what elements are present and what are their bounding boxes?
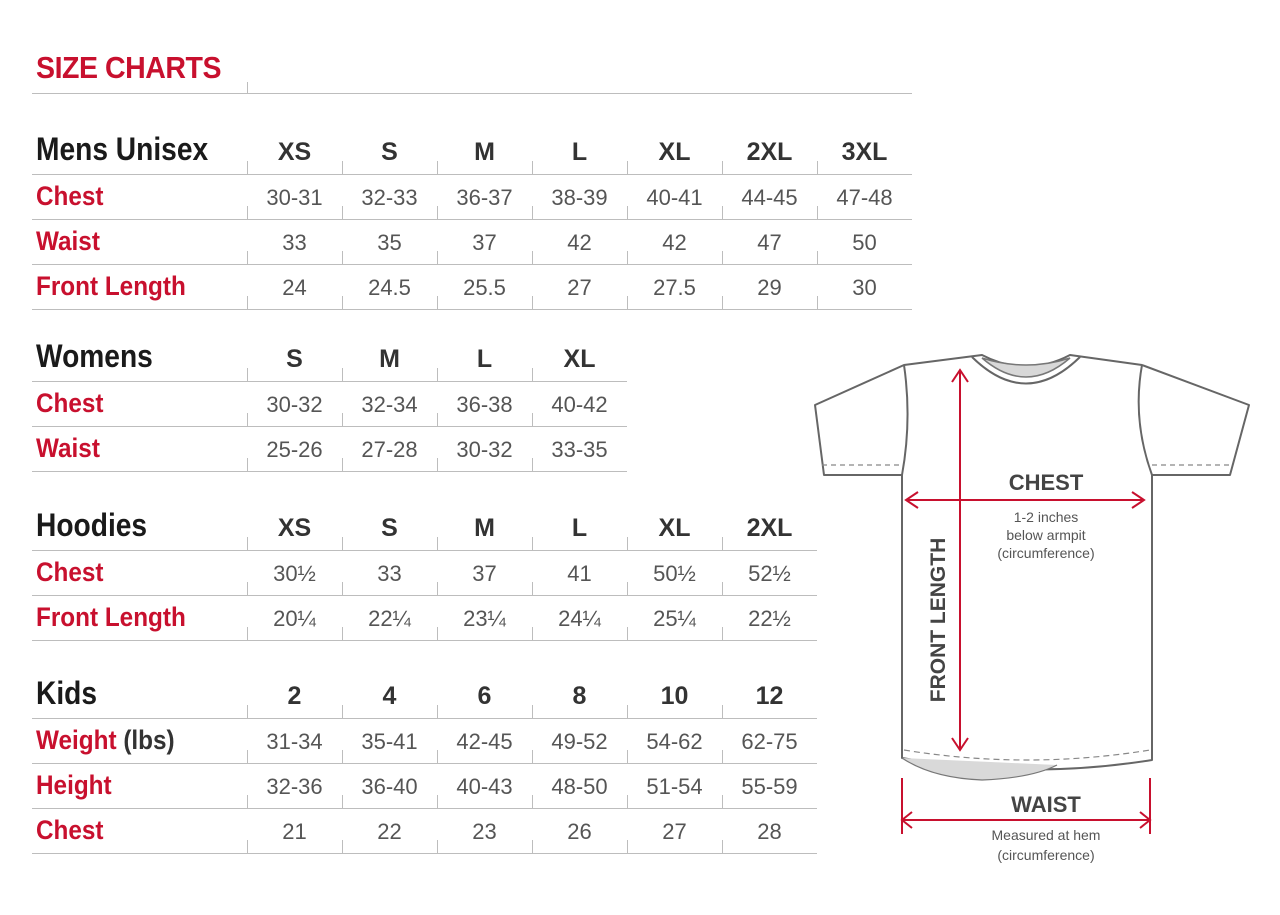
waist-label: WAIST <box>1011 792 1081 817</box>
row-label <box>36 770 112 801</box>
table-cell: 50½ <box>653 561 696 586</box>
size-header: L <box>571 138 588 166</box>
table-cell: 33 <box>282 230 307 255</box>
row-divider <box>32 550 817 551</box>
table-cell: 27-28 <box>361 437 418 462</box>
table-title: Mens Unisex <box>36 131 209 167</box>
row-label <box>36 602 186 633</box>
tshirt-diagram <box>812 350 1252 880</box>
tshirt-outline <box>815 355 1249 770</box>
table-cell: 30-32 <box>456 437 513 462</box>
row-label-text: Front Length <box>36 602 186 632</box>
row-label-text: Chest <box>36 181 104 211</box>
table-cell: 27 <box>567 275 592 300</box>
table-cell: 28 <box>757 819 782 844</box>
table-cell: 26 <box>567 819 592 844</box>
page-title: SIZE CHARTS <box>36 50 222 85</box>
table-cell: 33-35 <box>551 437 608 462</box>
row-divider <box>32 640 817 641</box>
row-label <box>36 226 100 257</box>
table-cell: 36-38 <box>456 392 513 417</box>
table-cell: 30½ <box>273 561 316 586</box>
table-cell: 36-40 <box>361 774 418 799</box>
table-cell: 55-59 <box>741 774 798 799</box>
size-header: XL <box>658 514 691 542</box>
row-label <box>36 815 104 846</box>
table-cell: 31-34 <box>266 729 323 754</box>
waist-note-line-2: (circumference) <box>997 847 1095 863</box>
size-header: XL <box>658 138 691 166</box>
table-cell: 32-36 <box>266 774 323 799</box>
table-cell: 41 <box>567 561 592 586</box>
table-cell: 44-45 <box>741 185 798 210</box>
row-label-text: Chest <box>36 388 104 418</box>
table-cell: 20¼ <box>273 606 316 631</box>
chest-note-line-1: 1-2 inches <box>1013 509 1079 525</box>
table-cell: 22¼ <box>368 606 411 631</box>
row-label-unit: (lbs) <box>123 725 175 755</box>
size-header: 2 <box>287 682 302 710</box>
row-label-text: Chest <box>36 557 104 587</box>
table-cell: 33 <box>377 561 402 586</box>
table-cell: 22 <box>377 819 402 844</box>
size-header: L <box>571 514 588 542</box>
table-cell: 30-31 <box>266 185 323 210</box>
table-cell: 47-48 <box>836 185 893 210</box>
title-divider <box>32 93 912 94</box>
table-cell: 32-34 <box>361 392 418 417</box>
table-title: Kids <box>36 675 98 711</box>
table-cell: 25¼ <box>653 606 696 631</box>
table-cell: 22½ <box>748 606 791 631</box>
table-cell: 52½ <box>748 561 791 586</box>
table-cell: 36-37 <box>456 185 513 210</box>
row-divider <box>32 595 817 596</box>
table-cell: 27.5 <box>653 275 696 300</box>
row-label <box>36 181 104 212</box>
size-header: XS <box>277 138 312 166</box>
size-header: M <box>474 138 495 166</box>
chest-note-line-2: below armpit <box>1006 527 1086 543</box>
table-cell: 42 <box>662 230 687 255</box>
size-header: M <box>474 514 495 542</box>
table-cell: 51-54 <box>646 774 703 799</box>
size-header: 2XL <box>746 514 793 542</box>
row-label <box>36 433 100 464</box>
size-header: S <box>286 345 303 373</box>
size-header: 8 <box>572 682 587 710</box>
row-label-text: Height <box>36 770 112 800</box>
size-header: S <box>381 514 398 542</box>
table-cell: 35 <box>377 230 402 255</box>
row-divider <box>32 808 817 809</box>
row-divider <box>32 309 912 310</box>
size-header: 6 <box>477 682 492 710</box>
row-label-text: Chest <box>36 815 104 845</box>
front-length-label: FRONT LENGTH <box>927 537 950 703</box>
row-label <box>36 271 186 302</box>
chest-note-line-3: (circumference) <box>997 545 1095 561</box>
size-header: 12 <box>755 682 784 710</box>
table-cell: 42-45 <box>456 729 513 754</box>
table-cell: 24.5 <box>368 275 411 300</box>
row-label-text: Front Length <box>36 271 186 301</box>
table-cell: 24¼ <box>558 606 601 631</box>
table-cell: 24 <box>282 275 307 300</box>
table-title: Hoodies <box>36 507 148 543</box>
row-divider <box>32 763 817 764</box>
row-label-text: Waist <box>36 433 100 463</box>
row-label <box>36 557 104 588</box>
table-cell: 47 <box>757 230 782 255</box>
row-divider <box>32 219 912 220</box>
table-cell: 49-52 <box>551 729 608 754</box>
table-cell: 27 <box>662 819 687 844</box>
row-label <box>36 725 175 756</box>
row-divider <box>32 381 627 382</box>
table-cell: 42 <box>567 230 592 255</box>
row-divider <box>32 426 627 427</box>
table-cell: 37 <box>472 230 497 255</box>
table-cell: 23¼ <box>463 606 506 631</box>
size-header: 2XL <box>746 138 793 166</box>
table-cell: 37 <box>472 561 497 586</box>
title-divider-tick <box>247 82 248 94</box>
table-cell: 62-75 <box>741 729 798 754</box>
row-divider <box>32 718 817 719</box>
row-divider <box>32 471 627 472</box>
table-cell: 40-43 <box>456 774 513 799</box>
table-cell: 50 <box>852 230 877 255</box>
size-header: L <box>476 345 493 373</box>
table-cell: 35-41 <box>361 729 418 754</box>
chest-label: CHEST <box>1008 470 1084 495</box>
table-cell: 32-33 <box>361 185 418 210</box>
size-header: S <box>381 138 398 166</box>
table-cell: 38-39 <box>551 185 608 210</box>
table-cell: 30-32 <box>266 392 323 417</box>
table-cell: 40-42 <box>551 392 608 417</box>
size-header: XL <box>563 345 596 373</box>
size-header: 3XL <box>841 138 888 166</box>
table-cell: 40-41 <box>646 185 703 210</box>
row-label-text: Weight <box>36 725 117 755</box>
table-cell: 48-50 <box>551 774 608 799</box>
table-cell: 23 <box>472 819 497 844</box>
row-divider <box>32 853 817 854</box>
row-divider <box>32 174 912 175</box>
row-label-text: Waist <box>36 226 100 256</box>
table-title: Womens <box>36 338 153 374</box>
table-cell: 30 <box>852 275 877 300</box>
size-header: XS <box>277 514 312 542</box>
table-cell: 54-62 <box>646 729 703 754</box>
size-header: 4 <box>382 682 397 710</box>
row-label <box>36 388 104 419</box>
table-cell: 29 <box>757 275 782 300</box>
row-divider <box>32 264 912 265</box>
table-cell: 25-26 <box>266 437 323 462</box>
size-header: M <box>379 345 400 373</box>
waist-note-line-1: Measured at hem <box>991 827 1101 843</box>
table-cell: 21 <box>282 819 307 844</box>
table-cell: 25.5 <box>463 275 506 300</box>
size-header: 10 <box>660 682 689 710</box>
